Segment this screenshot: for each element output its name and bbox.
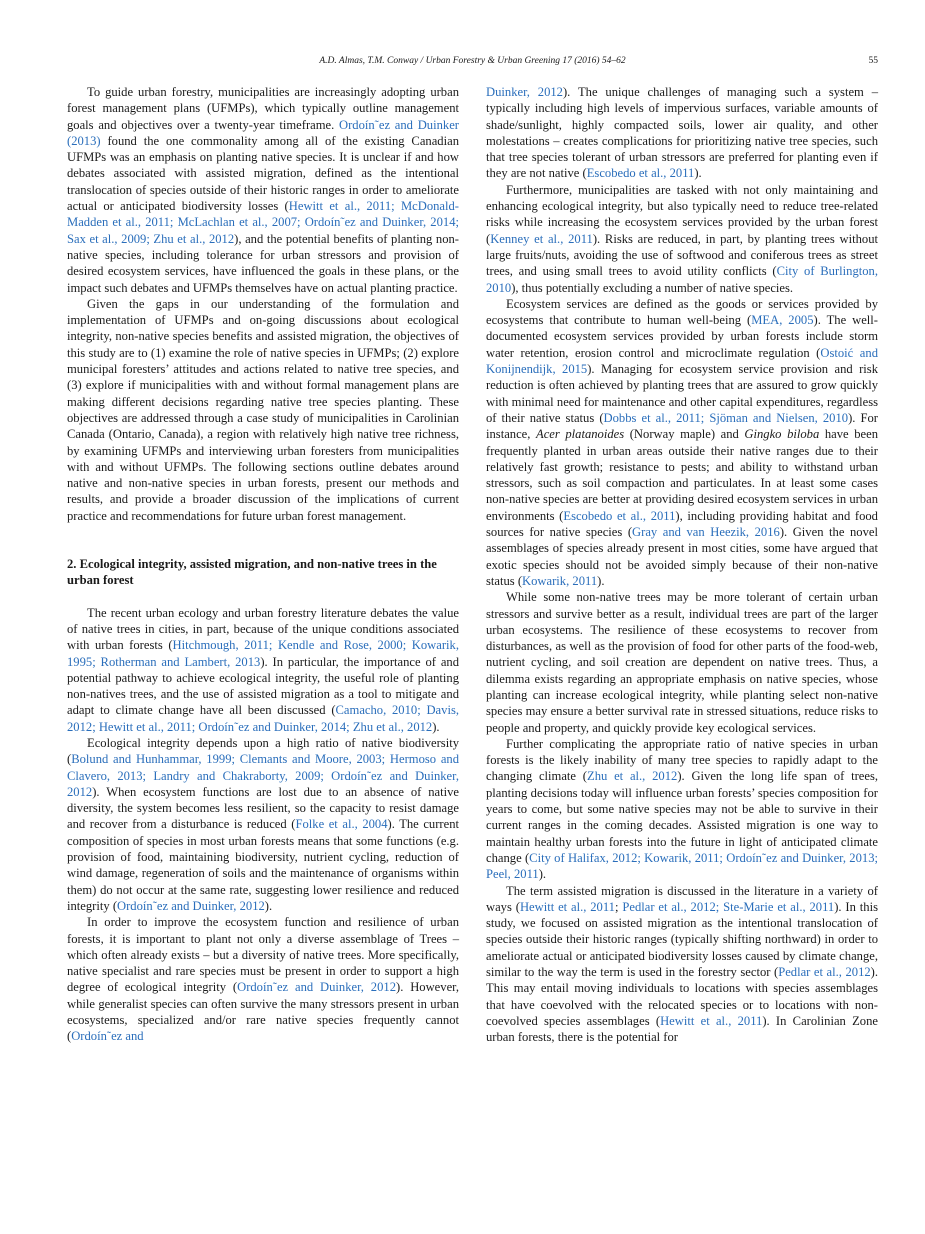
running-head-text: A.D. Almas, T.M. Conway / Urban Forestry & Urban Greening 17 (2016) 54–62 — [319, 56, 626, 66]
citation-link[interactable]: Folke et al., 2004 — [295, 817, 388, 832]
intro-paragraph-2: Given the gaps in our understanding of the formulation and implementation of UFMPs and on-going discussions about ecological integrity, non-native species benefits and assisted migration, the objectives of this study are to (1) examine the role of native species in UFMPs; (2) explore municipal foresters’ attitudes and actions related to native tree species, and (3) explore if municipalities with and without formal management plans are making different decisions regarding native tree species planting. These objectives are addressed through a case study of municipalities in Carolinian Canada (Ontario, Canada), a region with relatively high native tree richness, by examining UFMPs and interviewing urban foresters from municipalities with and without UFMPs. The following sections outline debates around native and non-native species in urban forests, present our methods and results, and provide a broader discussion of the implications of current practice and recommendations for future urban forest management. — [67, 296, 459, 523]
page-number: 55 — [868, 56, 878, 66]
intro-paragraph-1: To guide urban forestry, municipalities are increasingly adopting urban forest management plans (UFMPs), which typically outline management goals and objectives over a twenty-year timeframe. Ordoín˜ez and Duinker (2013) found the one commonality among all of the existing Canadian UFMPs was an emphasis on planting native species. It is unclear if and how debates associated with assisted migration, defined as the intentional translocation of species outside of their historic ranges in order to ameliorate actual or anticipated biodiversity losses (Hewitt et al., 2011; McDonald-Madden et al., 2011; McLachlan et al., 2007; Ordoín˜ez and Duinker, 2014; Sax et al., 2009; Zhu et al., 2012), and the potential benefits of planting non-native species, including tolerance for urban stressors and provision of desired ecosystem services, have influenced the goals in these plans, or the impact such debates and UFMPs themselves have on actual planting practice. — [67, 85, 459, 295]
citation-link[interactable]: Gray and van Heezik, 2016 — [632, 525, 780, 540]
risk-paragraph: Furthermore, municipalities are tasked with not only maintaining and enhancing ecological integrity, but also typically need to reduce tree-related risks while increasing the ecosystem services provided by the urban forest (Kenney et al., 2011). Risks are reduced, in part, by planting trees without large fruits/nuts, avoiding the use of softwood and coniferous trees as street trees, and using small trees to avoid utility conflicts (City of Burlington, 2010), thus potentially excluding a number of native species. — [486, 182, 878, 295]
section-paragraph-2: Ecological integrity depends upon a high ratio of native biodiversity (Bolund and Hunhammar, 1999; Clemants and Moore, 2003; Hermoso and Clavero, 2013; Landry and Chakraborty, 2009; Ordoín˜ez and Duinker, 2012). When ecosystem functions are lost due to an absence of native diversity, the system becomes less resilient, so the capacity to resist damage and recover from a disturbance is reduced (Folke et al., 2004). The current composition of species in most urban forests means that some functions (e.g. provision of food, maintaining biodiversity, nutrient cycling, reduction of wind damage, regeneration of soils and the maintenance of organisms within them) do not occur at the same rate, suggesting lower resilience and reduced integrity (Ordoín˜ez and Duinker, 2012). — [67, 735, 459, 913]
citation-link[interactable]: MEA, 2005 — [751, 313, 814, 328]
citation-link[interactable]: Kowarik, 2011 — [522, 573, 598, 588]
citation-link[interactable]: Pedlar et al., 2012; Ste-Marie et al., 2011 — [622, 899, 835, 914]
citation-link[interactable]: Pedlar et al., 2012 — [778, 965, 871, 980]
citation-link[interactable]: Kenney et al., 2011 — [490, 231, 593, 246]
section-paragraph-1: The recent urban ecology and urban forestry literature debates the value of native trees in cities, in part, because of the unique conditions associated with urban forests (Hitchmough, 2011; Kendle and Rose, 2000; Kowarik, 1995; Rotherman and Lambert, 2013). In particular, the importance of and potential pathway to achieve ecological integrity, the useful role of planting non-natives trees, and the use of assisted migration as a tool to mitigate and adapt to climate change have all been discussed (Camacho, 2010; Davis, 2012; Hewitt et al., 2011; Ordoín˜ez and Duinker, 2014; Zhu et al., 2012). — [67, 605, 459, 734]
citation-link[interactable]: Zhu et al., 2012 — [587, 769, 678, 784]
section-paragraph-3: In order to improve the ecosystem function and resilience of urban forests, it is important to plant not only a diverse assemblage of Trees – which often already exists – but a diversity of native trees. More specifically, native specialist and rare species must be present in order to support a high degree of ecological integrity (Ordoín˜ez and Duinker, 2012). However, while generalist species can often survive the many stressors present in urban ecosystems, specialized and/or rare native species frequently cannot (Ordoín˜ez and — [67, 915, 459, 1044]
citation-link[interactable]: Hewitt et al., 2011 — [660, 1013, 763, 1028]
citation-link[interactable]: Ostoić and Konijnendijk, 2015 — [486, 345, 878, 377]
species-name: Gingko biloba — [744, 427, 820, 442]
citation-link[interactable]: Ordoín˜ez and Duinker, 2012 — [117, 898, 265, 913]
ecosystem-services-paragraph: Ecosystem services are defined as the goods or services provided by ecosystems that contribute to human well-being (MEA, 2005). The well-documented ecosystem services provided by urban forests include storm water retention, erosion control and microclimate regulation (Ostoić and Konijnendijk, 2015). Managing for ecosystem service provision and risk reduction is often achieved by planting trees that are assured to grow quickly with minimal need for maintenance and other capital expenditures, regardless of their native status (Dobbs et al., 2011; Sjöman and Nielsen, 2010). For instance, Acer platanoides (Norway maple) and Gingko biloba have been frequently planted in urban areas outside their native ranges due to their relatively fast growth; resistance to pests; and ability to withstand urban stressors, such as soil compaction and particulates. In at least some cases non-native species are better at providing desired ecosystem services in urban environments (Escobedo et al., 2011), including providing habitat and food sources for native species (Gray and van Heezik, 2016). Given the novel assemblages of species already present in most cities, some have argued that exotic species should not be avoided simply because of their non-native status (Kowarik, 2011). — [486, 296, 878, 588]
citation-link[interactable]: Camacho, 2010; Davis, 2012; Hewitt et al., 2011; Ordoín˜ez and Duinker, 2014; Zhu et al., 2012 — [67, 703, 459, 734]
citation-link[interactable]: Hewitt et al., 2011 — [519, 899, 615, 914]
citation-link[interactable]: City of Burlington, 2010 — [486, 264, 878, 295]
left-column — [67, 84, 459, 1045]
right-column — [486, 84, 878, 1046]
section-heading: 2. Ecological integrity, assisted migration, and non-native trees in the urban forest — [67, 557, 437, 588]
citation-link[interactable]: Ordoín˜ez and Duinker (2013) — [67, 117, 459, 148]
citation-link[interactable]: Hewitt et al., 2011; McDonald-Madden et al., 2011; McLachlan et al., 2007; Ordoín˜ez and Duinker, 2014; Sax et al., 2009; Zhu et al., 2012 — [67, 199, 459, 246]
citation-link[interactable]: Escobedo et al., 2011 — [586, 166, 695, 181]
citation-link[interactable]: Dobbs et al., 2011; Sjöman and Nielsen, 2010 — [603, 410, 849, 425]
citation-link[interactable]: Duinker, 2012 — [486, 85, 563, 99]
assisted-migration-paragraph: The term assisted migration is discussed in the literature in a variety of ways (Hewitt et al., 2011; Pedlar et al., 2012; Ste-Marie et al., 2011). In this study, we focused on assisted migration as the intentional translocation of species outside their historic ranges (typically shifting northward) in order to ameliorate actual or anticipated biodiversity losses caused by climate change, similar to the way the term is used in the forestry sector (Pedlar et al., 2012). This may entail moving individuals to locations with species assemblages that have coevolved with the relocated species or to locations with non-coevolved species assemblages (Hewitt et al., 2011). In Carolinian Zone urban forests, there is the potential for — [486, 883, 879, 1045]
dilemma-paragraph: While some non-native trees may be more tolerant of certain urban stressors and survive better as a result, individual trees are part of the larger urban ecosystems. The resilience of these ecosystems to recover from disturbances, as well as the provision of food for other parts of the food-web, nutrient cycling, and soil creation are dependent on native trees. Thus, a dilemma exists regarding an appropriate emphasis on native species, whose planting can increase ecological integrity, while planting select non-native species may ensure a better survival rate in stressed situations, reduce risks to people and property, and quickly provide key ecological services. — [486, 590, 878, 735]
citation-link[interactable]: Escobedo et al., 2011 — [563, 508, 676, 523]
citation-link[interactable]: Ordoín˜ez and — [71, 1029, 144, 1044]
citation-link[interactable]: Bolund and Hunhammar, 1999; Clemants and Moore, 2003; Hermoso and Clavero, 2013; Landry and Chakraborty, 2009; Ordoín˜ez and Duinker, 2012 — [67, 752, 459, 799]
citation-link[interactable]: Hitchmough, 2011; Kendle and Rose, 2000; Kowarik, 1995; Rotherman and Lambert, 2013 — [67, 638, 459, 669]
continued-paragraph: Duinker, 2012). The unique challenges of managing such a system – typically including high levels of impervious surfaces, variable amounts of shade/sunlight, highly compacted soils, lower air quality, and other molestations – creates complications for prioritizing native tree species, such that tree species tolerant of urban stressors are preferred for planting even if they are not native (Escobedo et al., 2011). — [486, 85, 878, 181]
climate-paragraph: Further complicating the appropriate ratio of native species in urban forests is the likely inability of many tree species to rapidly adapt to the changing climate (Zhu et al., 2012). Given the long life span of trees, planting decisions today will influence urban forests’ species composition for years to come, but some native species may not be able to survive in their current ranges in the coming decades. Assisted migration is one way to maintain healthy urban forests into the future in light of anticipated climate change (City of Halifax, 2012; Kowarik, 2011; Ordoín˜ez and Duinker, 2013; Peel, 2011). — [486, 736, 878, 882]
citation-link[interactable]: City of Halifax, 2012; Kowarik, 2011; Ordoín˜ez and Duinker, 2013; Peel, 2011 — [486, 850, 878, 882]
running-head — [67, 56, 878, 70]
citation-link[interactable]: Ordoín˜ez and Duinker, 2012 — [237, 980, 396, 995]
species-name: Acer platanoides — [536, 427, 625, 442]
